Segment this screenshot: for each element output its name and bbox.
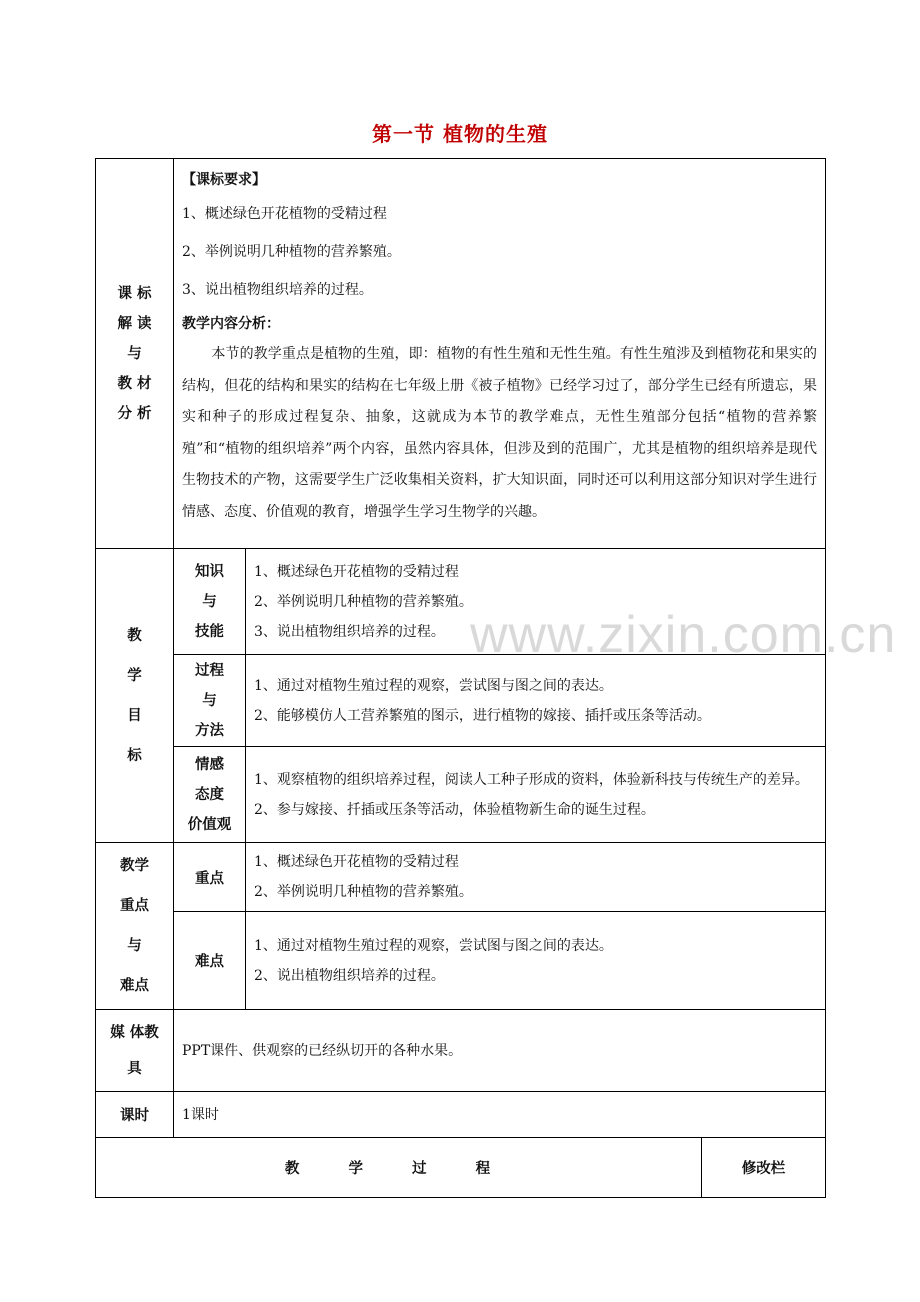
row-label-line: 分 析: [117, 405, 152, 422]
knowledge-label-cell: [174, 549, 246, 655]
difficulty-label-cell: 难点: [174, 912, 246, 1010]
focus-item: 2、举例说明几种植物的营养繁殖。: [254, 884, 473, 900]
focus-label-cell: 重点: [174, 843, 246, 912]
row-label-line: 教: [127, 627, 142, 644]
media-label-cell: [96, 1010, 174, 1092]
row-label-line: 媒 体教: [110, 1024, 159, 1041]
standard-item: 1、概述绿色开花植物的受精过程: [182, 206, 387, 222]
analysis-paragraph: 本节的教学重点是植物的生殖，即：植物的有性生殖和无性生殖。有性生殖涉及到植物花和果实的结构，但花的结构和果实的结构在七年级上册《被子植物》已经学习过了，部分学生已经有所遗忘，果实和种子的形成过程复杂、抽象，这就成为本节的教学难点，无性生殖部分包括“植物的营养繁殖”和“植物的组织培养”两个内容，虽然内容具体，但涉及到的范围广，尤其是植物的组织培养是现代生物技术的产物，这需要学生广泛收集相关资料，扩大知识面，同时还可以利用这部分知识对学生进行情感、态度、价值观的教育，增强学生学习生物学的兴趣。: [182, 346, 818, 520]
objective-item: 3、说出植物组织培养的过程。: [254, 623, 445, 640]
focus-item: 1、概述绿色开花植物的受精过程: [254, 854, 459, 870]
row-label-line: 解 读: [117, 315, 152, 332]
emotion-label-cell: [174, 747, 246, 843]
standard-item: 3、说出植物组织培养的过程。: [182, 282, 373, 298]
sub-label-line: 技能: [195, 623, 224, 640]
media-content-cell: PPT课件、供观察的已经纵切开的各种水果。: [174, 1010, 826, 1092]
standard-item: 2、举例说明几种植物的营养繁殖。: [182, 244, 401, 260]
row-label-line: 标: [127, 747, 142, 764]
row-label-line: 目: [127, 707, 142, 724]
difficulty-item: 2、说出植物组织培养的过程。: [254, 967, 445, 984]
row-label-line: 具: [127, 1060, 142, 1077]
objective-item: 1、通过对植物生殖过程的观察，尝试图与图之间的表达。: [254, 677, 613, 694]
objective-item: 1、概述绿色开花植物的受精过程: [254, 563, 459, 580]
focus-content-cell: [246, 843, 826, 912]
media-row: [96, 1010, 826, 1092]
sub-label-line: 与: [202, 593, 217, 610]
row-label-line: 与: [127, 345, 142, 362]
objective-item: 1、观察植物的组织培养过程，阅读人工种子形成的资料，体验新科技与传统生产的差异。: [254, 771, 809, 788]
curriculum-label-cell: [96, 159, 174, 549]
analysis-heading: 教学内容分析：: [182, 316, 280, 332]
process-label-cell: [174, 655, 246, 747]
teaching-process-header: [96, 1138, 702, 1198]
emotion-content-cell: [246, 747, 826, 843]
sub-label-line: 情感: [195, 756, 224, 773]
standards-heading: 【课标要求】: [182, 172, 266, 188]
curriculum-row: [96, 159, 826, 549]
sub-label-line: 过程: [195, 662, 224, 679]
process-header-row: [96, 1138, 826, 1198]
row-label-line: 课 标: [117, 285, 152, 302]
difficulty-item: 1、通过对植物生殖过程的观察，尝试图与图之间的表达。: [254, 937, 613, 954]
curriculum-content-cell: [174, 159, 826, 549]
revision-column-header: 修改栏: [702, 1138, 826, 1198]
objective-item: 2、举例说明几种植物的营养繁殖。: [254, 593, 473, 610]
process-content-cell: [246, 655, 826, 747]
sub-label-line: 方法: [195, 722, 224, 739]
sub-label-line: 态度: [195, 786, 224, 803]
row-label-line: 教学: [120, 858, 149, 874]
sub-label-line: 知识: [195, 563, 224, 580]
teaching-process-label: 教 学 过 程: [284, 1161, 513, 1177]
difficulty-row: [96, 912, 826, 1010]
row-label-line: 难点: [120, 978, 149, 994]
difficulty-content-cell: [246, 912, 826, 1010]
sub-label-line: 与: [202, 692, 217, 709]
hours-label-cell: 课时: [96, 1092, 174, 1138]
row-label-line: 重点: [120, 898, 149, 914]
objectives-label-cell: [96, 549, 174, 843]
key-points-label-cell: [96, 843, 174, 1010]
hours-content-cell: 1课时: [174, 1092, 826, 1138]
page-title: 第一节 植物的生殖: [372, 122, 548, 146]
focus-row: [96, 843, 826, 912]
sub-label-line: 价值观: [187, 816, 232, 833]
row-label-line: 教 材: [117, 375, 152, 392]
row-label-line: 学: [127, 667, 142, 684]
objective-emotion-row: [96, 747, 826, 843]
row-label-line: 与: [127, 938, 142, 954]
objective-item: 2、能够模仿人工营养繁殖的图示，进行植物的嫁接、插扦或压条等活动。: [254, 707, 711, 724]
objective-item: 2、参与嫁接、扦插或压条等活动，体验植物新生命的诞生过程。: [254, 801, 655, 818]
objective-process-row: [96, 655, 826, 747]
watermark: www.zixin.com.cn: [470, 606, 897, 664]
hours-row: [96, 1092, 826, 1138]
lesson-plan-table: [95, 158, 826, 1198]
